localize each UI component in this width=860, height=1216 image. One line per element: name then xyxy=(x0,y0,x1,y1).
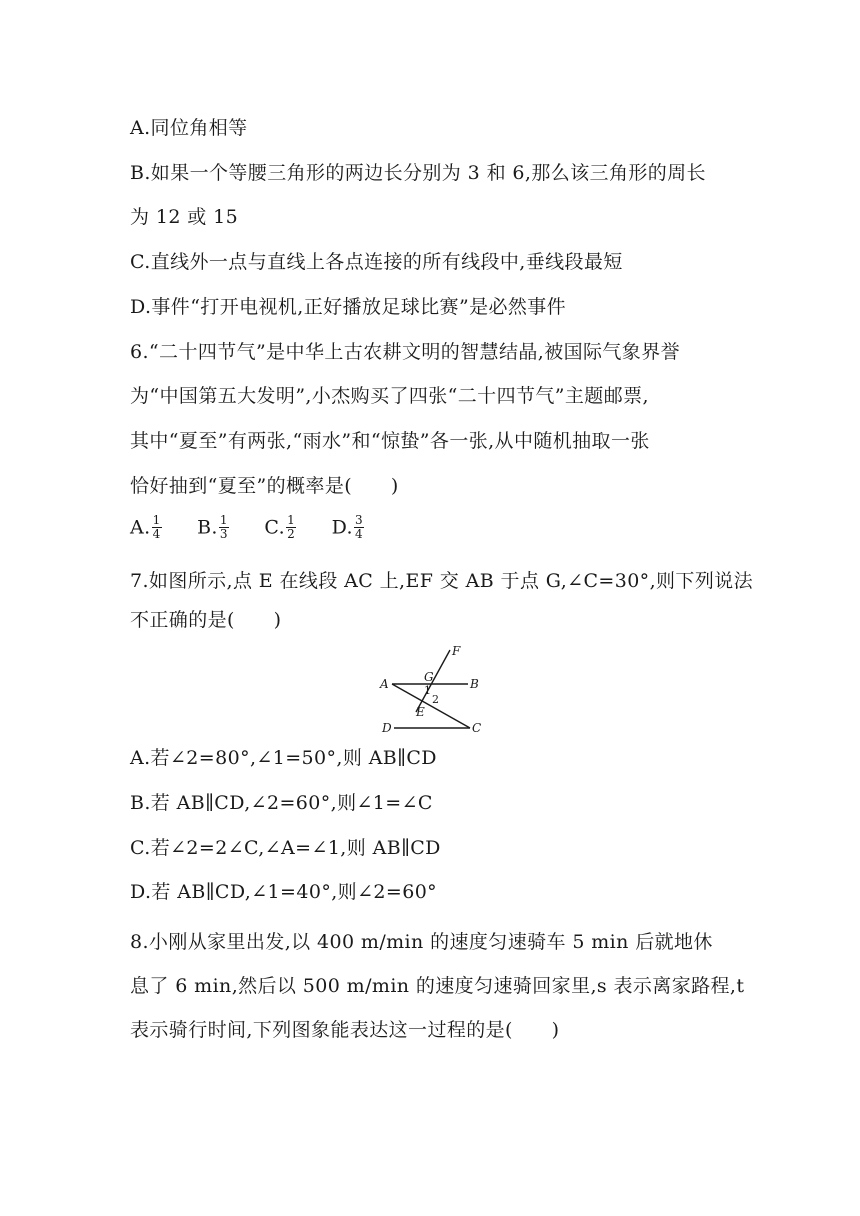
q7-option-b: B.若 AB∥CD,∠2=60°,则∠1=∠C xyxy=(130,792,433,814)
q7-stem-line2: 不正确的是( ) xyxy=(130,609,282,631)
q7-option-d: D.若 AB∥CD,∠1=40°,则∠2=60° xyxy=(130,881,438,903)
q7-option-c: C.若∠2=2∠C,∠A=∠1,则 AB∥CD xyxy=(130,837,441,859)
fraction: $\frac{1}{4}$ xyxy=(152,513,161,541)
q5-option-a: A.同位角相等 xyxy=(130,117,248,139)
q5-option-d: D.事件“打开电视机,正好播放足球比赛”是必然事件 xyxy=(130,296,567,318)
q8-stem-line2: 息了 6 min,然后以 500 m/min 的速度匀速骑回家里,s 表示离家路程,t xyxy=(130,975,745,997)
geometry-figure xyxy=(372,646,492,738)
label-d: D xyxy=(382,721,392,735)
label-angle-2: 2 xyxy=(432,693,439,706)
label-e: E xyxy=(416,705,425,719)
label-b: B xyxy=(470,677,479,691)
q6-option-c: C. $\frac{1}{2}$ xyxy=(264,513,296,541)
q6-stem-line4: 恰好抽到“夏至”的概率是( ) xyxy=(130,475,399,497)
q6-options xyxy=(130,514,393,541)
q5-option-c: C.直线外一点与直线上各点连接的所有线段中,垂线段最短 xyxy=(130,251,623,273)
label-g: G xyxy=(424,670,434,684)
q8-stem-line1: 8.小刚从家里出发,以 400 m/min 的速度匀速骑车 5 min 后就地休 xyxy=(130,931,713,953)
q7-stem-line1: 7.如图所示,点 E 在线段 AC 上,EF 交 AB 于点 G,∠C=30°,则下列说法 xyxy=(130,570,754,592)
fraction: $\frac{3}{4}$ xyxy=(354,513,364,541)
label-c: C xyxy=(472,721,482,735)
fraction: $\frac{1}{2}$ xyxy=(287,513,296,541)
q6-option-d: D. $\frac{3}{4}$ xyxy=(331,513,364,541)
label-angle-1: 1 xyxy=(424,684,431,697)
line-ac xyxy=(392,684,470,728)
label-f: F xyxy=(452,646,461,658)
q6-stem-line1: 6.“二十四节气”是中华上古农耕文明的智慧结晶,被国际气象界誉 xyxy=(130,341,680,363)
q6-option-a: A. $\frac{1}{4}$ xyxy=(130,513,161,541)
q6-stem-line3: 其中“夏至”有两张,“雨水”和“惊蛰”各一张,从中随机抽取一张 xyxy=(130,430,650,452)
q7-option-a: A.若∠2=80°,∠1=50°,则 AB∥CD xyxy=(130,747,437,769)
q8-stem-line3: 表示骑行时间,下列图象能表达这一过程的是( ) xyxy=(130,1019,560,1041)
q6-stem-line2: 为“中国第五大发明”,小杰购买了四张“二十四节气”主题邮票, xyxy=(130,385,649,407)
q5-option-b-line1: B.如果一个等腰三角形的两边长分别为 3 和 6,那么该三角形的周长 xyxy=(130,162,706,184)
q6-option-b: B. $\frac{1}{3}$ xyxy=(197,513,228,541)
q5-option-b-line2: 为 12 或 15 xyxy=(130,206,239,228)
fraction: $\frac{1}{3}$ xyxy=(219,513,228,541)
label-a: A xyxy=(380,677,389,691)
